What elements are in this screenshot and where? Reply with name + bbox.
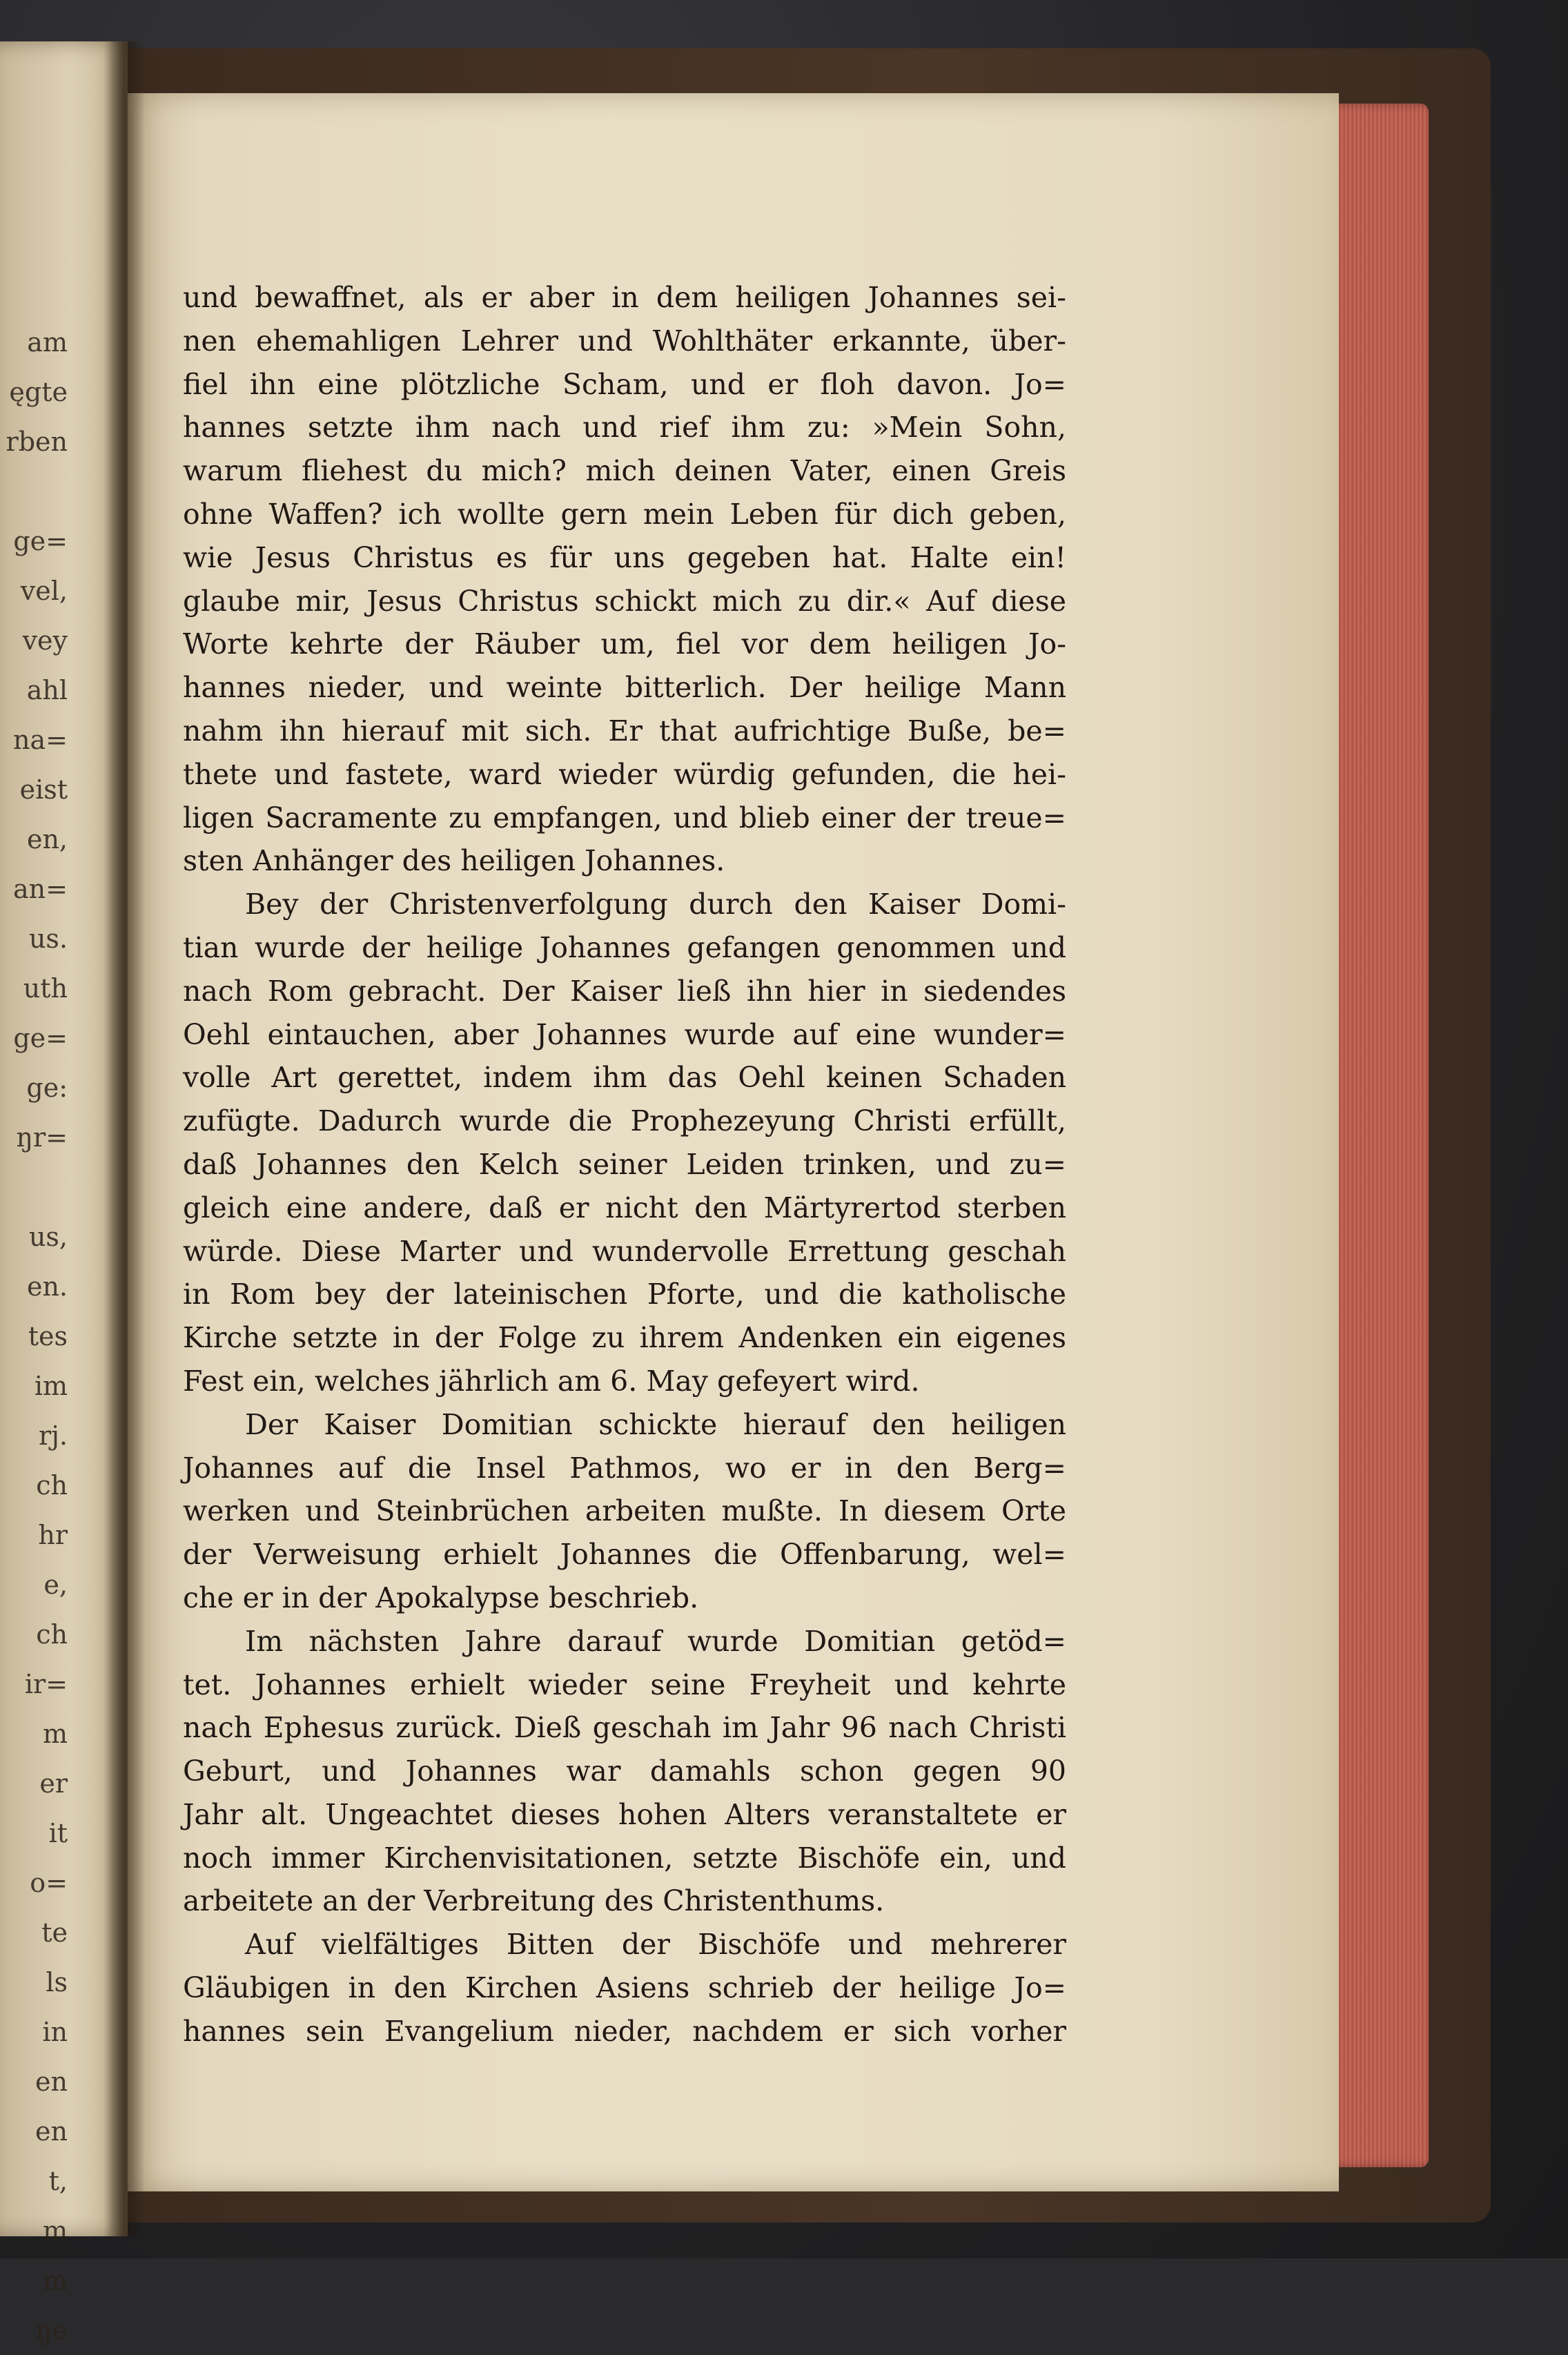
left-page-fragment: er <box>39 1768 68 1799</box>
left-page-fragment: ge= <box>13 526 68 556</box>
left-page-fragment: m <box>42 2216 68 2246</box>
left-page-fragment: in <box>42 2017 68 2047</box>
text-line: nen ehemahligen Lehrer und Wohlthäter erkannte, über- <box>183 324 1066 358</box>
text-line: ligen Sacramente zu empfangen, und blieb einer der treue= <box>183 801 1066 834</box>
left-page-fragment: o= <box>30 1868 68 1898</box>
text-line: fiel ihn eine plötzliche Scham, und er floh davon. Jo= <box>183 367 1066 401</box>
left-page-fragment: en, <box>26 824 68 854</box>
text-line: Johannes auf die Insel Pathmos, wo er in den Berg= <box>183 1451 1066 1485</box>
left-page-fragment: en <box>35 2066 68 2097</box>
left-page-fragment: m <box>42 1719 68 1749</box>
text-line: daß Johannes den Kelch seiner Leiden trinken, und zu= <box>183 1147 1066 1181</box>
left-page-fragment: ge: <box>26 1073 68 1103</box>
left-page-fragment: eist <box>19 774 68 805</box>
left-page-fragment: t, <box>48 2166 68 2196</box>
text-line: wie Jesus Christus es für uns gegeben hat. Halte ein! <box>183 540 1066 574</box>
text-line: glaube mir, Jesus Christus schickt mich zu dir.« Auf diese <box>183 584 1066 618</box>
text-line: che er in der Apokalypse beschrieb. <box>183 1581 699 1614</box>
text-line: nach Ephesus zurück. Dieß geschah im Jahr 96 nach Christi <box>183 1711 1066 1745</box>
left-page-fragment: ch <box>36 1619 68 1650</box>
text-line: nahm ihn hierauf mit sich. Er that aufrichtige Buße, be= <box>183 714 1066 747</box>
text-line: volle Art gerettet, indem ihm das Oehl keinen Schaden <box>183 1061 1066 1095</box>
text-line: Fest ein, welches jährlich am 6. May gefeyert wird. <box>183 1364 920 1398</box>
left-page-fragment: im <box>34 1371 68 1401</box>
text-line: hannes setzte ihm nach und rief ihm zu: »Mein Sohn, <box>183 411 1066 444</box>
left-page-fragment: us. <box>28 924 68 954</box>
left-page-fragment: it <box>48 1818 68 1848</box>
left-page-fragment: ŋe <box>35 2315 68 2345</box>
text-line: thete und fastete, ward wieder würdig gefunden, die hei- <box>183 757 1066 791</box>
text-line: Geburt, und Johannes war damahls schon gegen 90 <box>183 1755 1066 1788</box>
left-page-fragment: rben <box>6 427 68 457</box>
left-page-fragment: te <box>41 1917 68 1948</box>
left-page-fragment: am <box>27 327 68 358</box>
paragraph <box>183 276 1066 883</box>
text-line: hannes nieder, und weinte bitterlich. Der heilige Mann <box>183 671 1066 705</box>
text-line: noch immer Kirchenvisitationen, setzte Bischöfe ein, und <box>183 1841 1066 1875</box>
text-line: Oehl eintauchen, aber Johannes wurde auf eine wunder= <box>183 1017 1066 1051</box>
text-line: Worte kehrte der Räuber um, fiel vor dem heiligen Jo- <box>183 627 1066 661</box>
left-page-fragment: vel, <box>20 576 68 606</box>
page-body-text <box>183 276 1066 2053</box>
text-line: arbeitete an der Verbreitung des Christenthums. <box>183 1884 885 1918</box>
paragraph <box>183 1403 1066 1620</box>
left-page-fragment: an= <box>13 874 68 904</box>
book-gutter-shadow <box>104 41 145 2236</box>
paragraph <box>183 1923 1066 2053</box>
text-line: nach Rom gebracht. Der Kaiser ließ ihn hier in siedendes <box>183 974 1066 1008</box>
left-page-fragment: en. <box>26 1271 68 1302</box>
text-line: in Rom bey der lateinischen Pforte, und die katholische <box>183 1278 1066 1311</box>
text-line: Auf vielfältiges Bitten der Bischöfe und mehrerer <box>245 1928 1066 1962</box>
left-page-fragment <box>6 467 68 516</box>
paragraph <box>183 883 1066 1403</box>
left-page-fragment <box>6 1162 68 1212</box>
left-page-fragment: en <box>35 2116 68 2147</box>
left-page-fragment: ŋr= <box>16 1122 68 1153</box>
left-page-fragment: ęgte <box>9 377 68 407</box>
text-line: tian wurde der heilige Johannes gefangen genommen und <box>183 930 1066 964</box>
left-page-edge-text <box>6 317 68 2355</box>
left-page-fragment: ch <box>36 1470 68 1501</box>
text-line: Bey der Christenverfolgung durch den Kaiser Domi- <box>245 888 1066 921</box>
left-page-fragment: ahl <box>26 675 68 705</box>
left-page-fragment: vey <box>22 625 68 656</box>
left-page-fragment: tes <box>28 1321 68 1351</box>
text-line: hannes sein Evangelium nieder, nachdem er sich vorher <box>183 2014 1066 2048</box>
left-page-fragment: na= <box>13 725 68 755</box>
paragraph <box>183 1620 1066 1924</box>
text-line: Gläubigen in den Kirchen Asiens schrieb der heilige Jo= <box>183 1971 1066 2005</box>
text-line: tet. Johannes erhielt wieder seine Freyheit und kehrte <box>183 1668 1066 1701</box>
text-line: Kirche setzte in der Folge zu ihrem Andenken ein eigenes <box>183 1321 1066 1355</box>
left-page-fragment: uth <box>23 973 68 1004</box>
text-line: warum fliehest du mich? mich deinen Vater, einen Greis <box>183 454 1066 488</box>
text-line: und bewaffnet, als er aber in dem heiligen Johannes sei- <box>183 281 1066 314</box>
text-line: gleich eine andere, daß er nicht den Märtyrertod sterben <box>183 1191 1066 1224</box>
left-page-fragment: e, <box>43 1570 68 1600</box>
text-line: Im nächsten Jahre darauf wurde Domitian getöd= <box>245 1624 1066 1658</box>
left-page-fragment: m <box>42 2265 68 2296</box>
left-page-fragment: hr <box>38 1520 68 1550</box>
text-line: Der Kaiser Domitian schickte hierauf den heiligen <box>245 1407 1066 1441</box>
text-line: zufügte. Dadurch wurde die Prophezeyung Christi erfüllt, <box>183 1104 1066 1138</box>
text-line: würde. Diese Marter und wundervolle Errettung geschah <box>183 1234 1066 1268</box>
text-line: werken und Steinbrüchen arbeiten mußte. In diesem Orte <box>183 1494 1066 1528</box>
left-page-fragment: ls <box>46 1967 68 1997</box>
left-page-fragment: ge= <box>13 1023 68 1053</box>
left-page-fragment: rj. <box>38 1420 68 1451</box>
text-line: Jahr alt. Ungeachtet dieses hohen Alters veranstaltete er <box>183 1797 1066 1831</box>
text-line: ohne Waffen? ich wollte gern mein Leben für dich geben, <box>183 497 1066 531</box>
text-line: sten Anhänger des heiligen Johannes. <box>183 844 725 878</box>
text-line: der Verweisung erhielt Johannes die Offenbarung, wel= <box>183 1538 1066 1572</box>
left-page-fragment: us, <box>28 1222 68 1252</box>
left-page-fragment: ir= <box>24 1669 68 1699</box>
